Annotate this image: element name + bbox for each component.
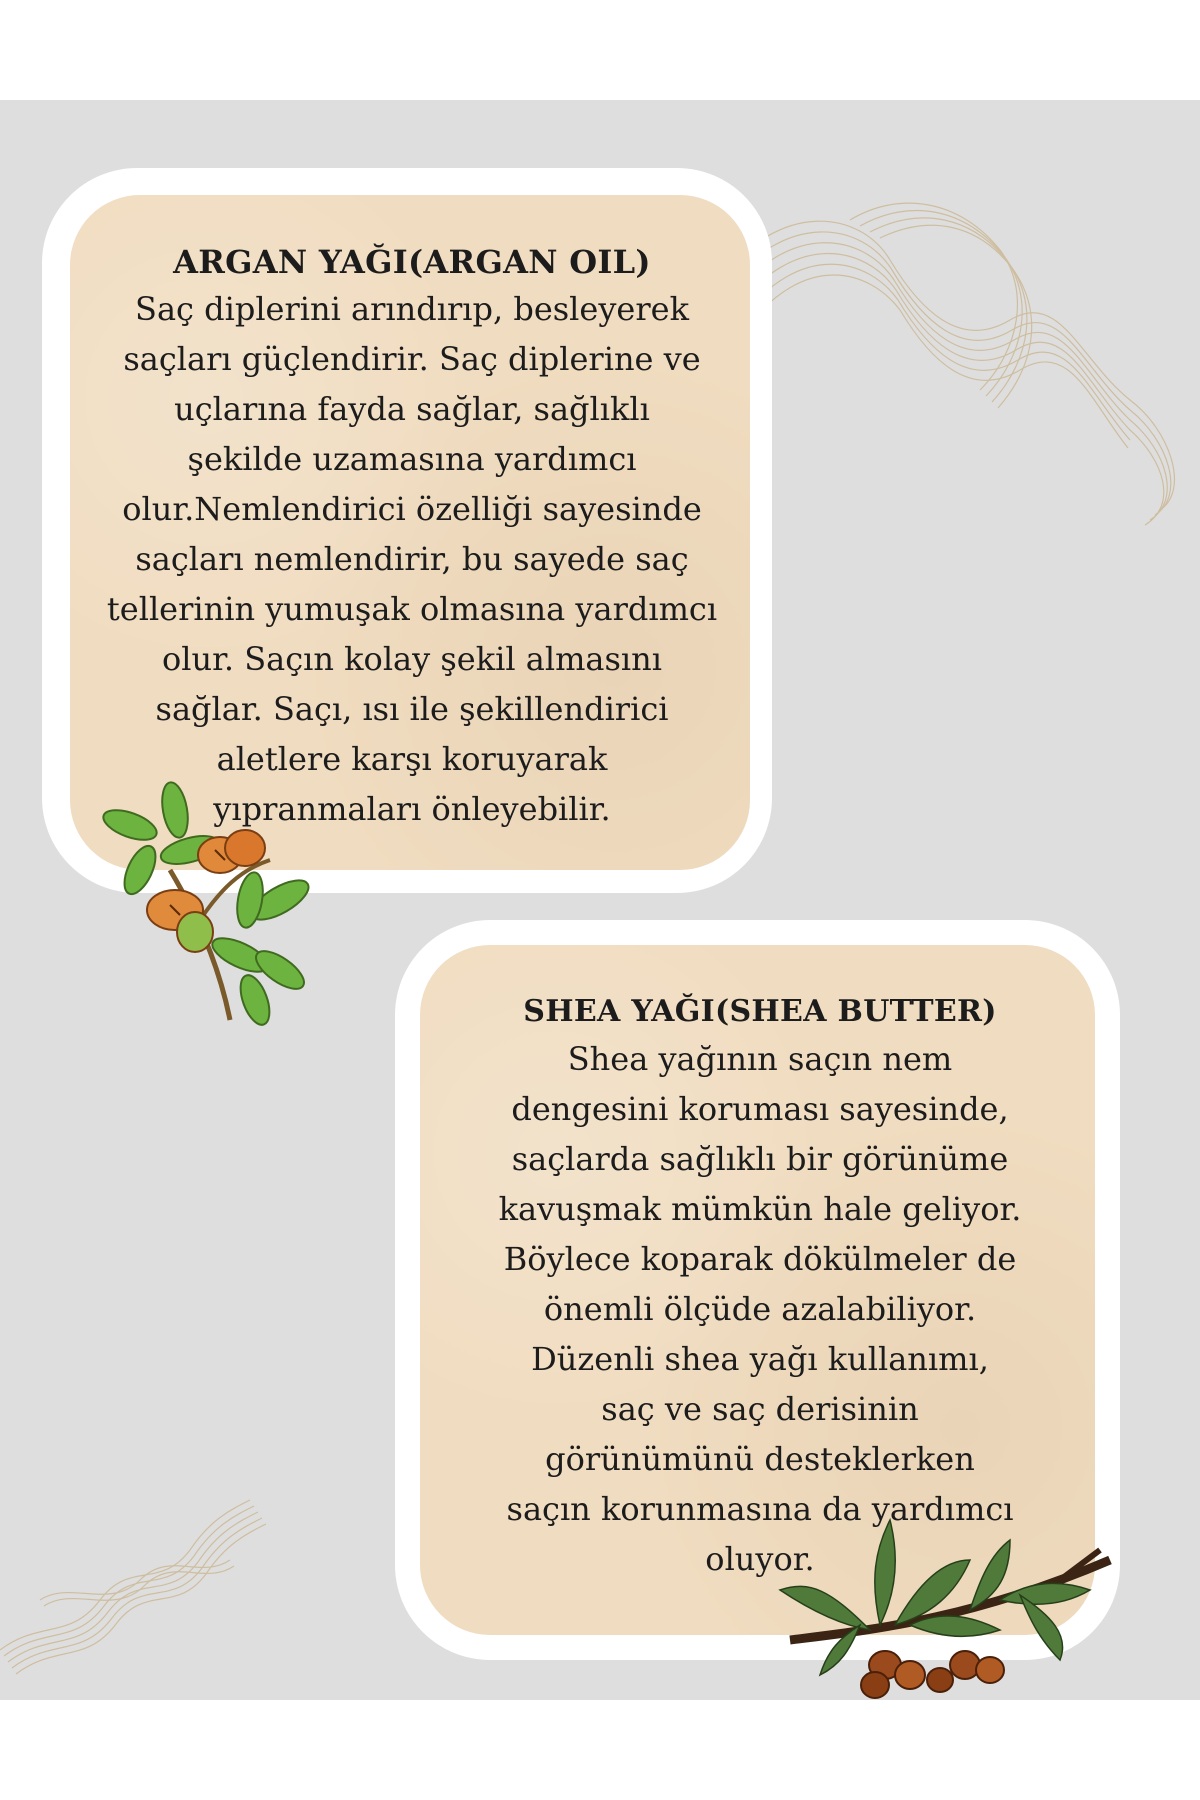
wavy-ribbon-icon [0, 1480, 270, 1680]
card-text-line: saçlarda sağlıklı bir görünüme [511, 1140, 1009, 1178]
card-text-line: tellerinin yumuşak olmasına yardımcı [106, 590, 718, 628]
card-text-line: saçları güçlendirir. Saç diplerine ve [123, 340, 701, 378]
argan-branch-icon [80, 770, 340, 1030]
card-text-line: saçın korunmasına da yardımcı [506, 1490, 1014, 1528]
card-text-line: oluyor. [705, 1540, 815, 1578]
card-text-line: şekilde uzamasına yardımcı [187, 440, 637, 478]
card-text-line: saç ve saç derisinin [601, 1390, 919, 1428]
card-text-line: sağlar. Saçı, ısı ile şekillendirici [155, 690, 669, 728]
card-title: ARGAN YAĞI(ARGAN OIL) [173, 243, 651, 281]
card-text-line: uçlarına fayda sağlar, sağlıklı [174, 390, 650, 428]
wavy-ribbon-icon [700, 190, 1200, 530]
card-text-line: olur.Nemlendirici özelliği sayesinde [122, 490, 702, 528]
card-text-line: Saç diplerini arındırıp, besleyerek [135, 290, 689, 328]
card-text-line: görünümünü desteklerken [545, 1440, 975, 1478]
card-text-line: olur. Saçın kolay şekil almasını [161, 640, 662, 678]
page-panel [0, 100, 1200, 1700]
card-text-line: aletlere karşı koruyarak [216, 740, 608, 778]
card-text-line: Düzenli shea yağı kullanımı, [531, 1340, 989, 1378]
argan-card [62, 240, 762, 834]
card-text-line: dengesini koruması sayesinde, [511, 1090, 1009, 1128]
card-title: SHEA YAĞI(SHEA BUTTER) [523, 994, 997, 1029]
shea-branch-icon [770, 1500, 1130, 1700]
card-text-line: önemli ölçüde azalabiliyor. [543, 1290, 977, 1328]
card-text-line: Shea yağının saçın nem [567, 1040, 953, 1078]
card-text-line: saçları nemlendirir, bu sayede saç [135, 540, 689, 578]
card-text-line: Böylece koparak dökülmeler de [503, 1240, 1017, 1278]
card-text-line: yıpranmaları önleyebilir. [213, 790, 611, 828]
card-text-line: kavuşmak mümkün hale geliyor. [498, 1190, 1022, 1228]
shea-card [430, 990, 1090, 1584]
